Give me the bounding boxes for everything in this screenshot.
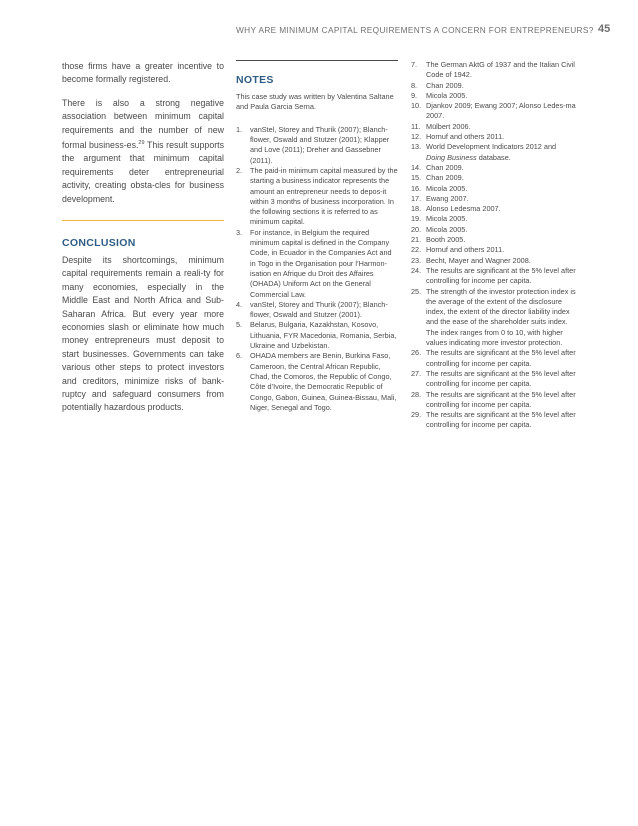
footnote-number: 25. [411,286,422,296]
footnote-text: Alonso Ledesma 2007. [426,204,501,214]
footnote-item [411,184,577,194]
footnote-number: 29. [411,410,422,420]
footnote-item [411,245,577,255]
footnote-number: 15. [411,173,422,183]
conclusion-heading: CONCLUSION [62,236,136,249]
footnote-number: 26. [411,348,422,358]
running-header-title: WHY ARE MINIMUM CAPITAL REQUIREMENTS A CONCERN FOR ENTREPRENEURS? [236,25,594,35]
footnote-item [236,320,398,351]
footnote-number: 16. [411,183,422,193]
footnote-text: The results are significant at the 5% level after controlling for income per capita. [426,368,576,389]
notes-divider [236,60,398,61]
footnote-number: 7. [411,60,418,69]
footnote-number: 14. [411,162,422,172]
body-paragraph: those firms have a greater incentive to become formally registered. [62,61,224,85]
footnote-item [411,390,577,411]
footnote-item [411,194,577,204]
conclusion-paragraph: Despite its shortcomings, minimum capital requirements remain a reali-ty for many economies, especially in the Middle East and North Africa and Sub-Saharan Africa. But every year more economies slash or eliminate how much money entrepreneurs must deposit to start businesses. Governments can take various other steps to protect investors and creditors, minimize risks of bank-ruptcy and safeguard consumers from potentially hazardous products. [62,254,224,413]
page-number: 45 [598,23,611,35]
footnote-text: Micola 2005. [426,214,468,224]
footnote-text: Micola 2005. [426,183,468,193]
footnote-text: World Development Indicators 2012 and [426,142,557,152]
footnote-number: 17. [411,193,422,203]
footnote-item [411,142,577,163]
footnote-number: 1. [236,124,243,134]
notes-column-1 [236,60,398,413]
footnote-item [411,214,577,224]
footnote-number: 21. [411,235,422,245]
footnote-number: 2. [236,166,243,175]
footnote-text: vanStel, Storey and Thurik (2007); Blanch-flower, Oswald and Stutzer (2001). [250,299,388,320]
footnote-number: 11. [411,121,421,131]
footnote-text: Mülbert 2006. [426,121,471,131]
footnote-item [411,369,577,390]
footnote-text-after: database. [476,152,511,162]
footnote-number: 13. [411,142,422,152]
footnote-text: The results are significant at the 5% level after controlling for income per capita. [426,389,576,409]
footnote-text: Djankov 2009; Ewang 2007; Alonso Ledes-ma 2007. [426,101,576,121]
footnote-text: Chan 2009. [426,162,464,172]
footnote-text: For instance, in Belgium the required minimum capital is defined in the Company Code, in Ecuador in the Companies Act and in Togo in the Organisation pour l’Harmon-isation en Afrique du Droit des Affaires (OHADA) Uniform Act on the General Commercial Law. [250,227,392,299]
footnote-text: The results are significant at the 5% level after controlling for income per capita. [426,348,576,368]
footnote-item [411,235,577,245]
footnote-number: 27. [411,368,422,378]
footnote-item [411,225,577,235]
footnote-text: Becht, Mayer and Wagner 2008. [426,255,531,265]
footnote-number: 24. [411,265,422,275]
notes-column-2 [411,60,577,431]
footnote-item [411,132,577,142]
footnote-italic-text: Doing Business [426,152,477,162]
footnote-item [236,125,398,166]
footnote-item [411,101,577,122]
footnote-text: The results are significant at the 5% level after controlling for income per capita. [426,265,576,286]
footnote-number: 23. [411,255,422,265]
footnote-text: The paid-in minimum capital measured by the starting a business indicator represents the amount an entrepreneur needs to depos-it within 3 months of business incorporation. In the following sections it is referred to as minimum capital. [250,166,398,227]
footnote-item [411,204,577,214]
footnote-item [236,300,398,321]
footnote-item [411,81,577,91]
footnote-number: 6. [236,351,243,361]
notes-intro: This case study was written by Valentina Saltane and Paula Garcia Serna. [236,92,394,112]
footnote-item [411,122,577,132]
footnote-number: 12. [411,132,422,142]
footnote-item [411,60,577,81]
footnote-item [411,266,577,287]
footnote-number: 19. [411,214,422,224]
footnote-text: The results are significant at the 5% level after controlling for income per capita. [426,410,576,430]
paragraph-text-cont: This result supports the argument that minimum capital requirements deter entrepreneurial activity, creating obsta-cles for business development. [62,139,224,204]
notes-heading: NOTES [236,74,274,86]
paragraph-text: There is also a strong negative association between minimum capital requirements and the number of new formal business-es. [62,97,224,150]
notes-list [236,125,398,413]
footnote-number: 18. [411,204,422,214]
footnote-text: Ewang 2007. [426,193,469,203]
footnote-text: Belarus, Bulgaria, Kazakhstan, Kosovo, Lithuania, FYR Macedonia, Romania, Serbia, Ukraine and Uzbekistan. [250,320,397,351]
footnote-number: 5. [236,320,243,330]
footnote-number: 9. [411,90,418,100]
footnote-number: 8. [411,80,418,90]
footnote-number: 22. [411,245,422,255]
footnote-ref[interactable]: 29 [138,140,145,147]
column-1 [62,60,224,425]
body-paragraph-association [62,97,224,206]
section-divider [62,220,224,221]
footnote-item [236,166,398,228]
footnote-item [411,163,577,173]
footnote-text: Chan 2009. [426,173,464,183]
footnote-text: Hornuf and others 2011. [426,245,505,255]
footnote-number: 20. [411,224,422,234]
footnote-text: Micola 2005. [426,90,468,100]
notes-list-continued [411,60,577,431]
footnote-text: OHADA members are Benin, Burkina Faso, Cameroon, the Central African Republic, Chad, the Comoros, the Republic of Congo, Côte d’Ivoire, the Democratic Republic of Congo, Gabon, Guinea, Guinea-Bissau, Mali, Niger, Senegal and Togo. [250,351,397,412]
footnote-number: 28. [411,389,422,399]
footnote-item [411,287,577,349]
footnote-item [411,348,577,369]
footnote-number: 4. [236,299,243,309]
footnote-item [411,91,577,101]
footnote-text: The German AktG of 1937 and the Italian Civil Code of 1942. [426,60,575,80]
footnote-item [411,410,577,431]
footnote-number: 10. [411,101,422,111]
footnote-number: 3. [236,227,243,237]
footnote-item [236,228,398,300]
footnote-item [411,256,577,266]
footnote-text: vanStel, Storey and Thurik (2007); Blanch-flower, Oswald and Stutzer (2001); Klapper and Love (2011); Dreher and Gassebner (2011). [250,124,390,165]
footnote-text: Booth 2005. [426,235,466,245]
footnote-text: Chan 2009. [426,80,464,90]
footnote-item [411,173,577,183]
footnote-text: Hornuf and others 2011. [426,132,505,142]
footnote-text: Micola 2005. [426,224,468,234]
footnote-text: The strength of the investor protection index is the average of the extent of the disclosure index, the extent of the director liability index and the ease of the shareholder suits index. The index ranges from 0 to 10, with higher values indicating more investor protection. [426,286,576,348]
footnote-item [236,351,398,413]
